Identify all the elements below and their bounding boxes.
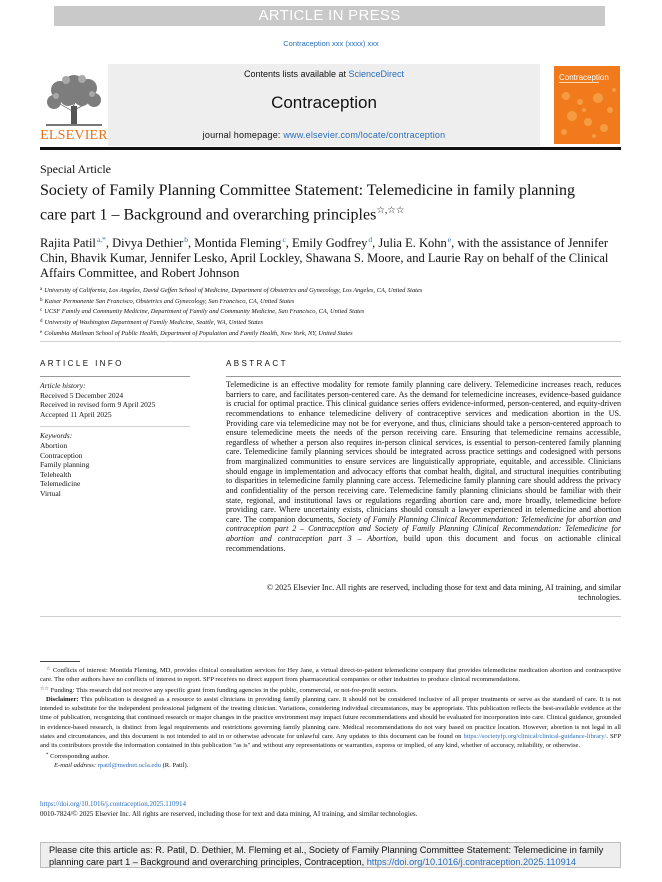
abstract-rule <box>226 376 621 377</box>
keyword-item[interactable]: Telemedicine <box>40 479 81 489</box>
abstract-text-end: , build upon this document and focus on actionable clinical recommendations. <box>226 534 621 553</box>
author-affiliation-mark[interactable]: e <box>447 235 452 244</box>
journal-homepage-link[interactable]: www.elsevier.com/locate/contraception <box>283 130 446 140</box>
sciencedirect-link[interactable]: ScienceDirect <box>348 69 405 79</box>
affiliation-label: a <box>40 287 43 292</box>
abstract-heading: ABSTRACT <box>226 359 288 368</box>
coi-mark: ☆ <box>46 667 51 672</box>
masthead-divider <box>40 147 621 150</box>
article-in-press-banner: ARTICLE IN PRESS <box>54 6 605 26</box>
journal-cover-thumbnail[interactable] <box>554 66 620 144</box>
author-separator: , <box>372 236 379 251</box>
article-type-label: Special Article <box>40 162 111 176</box>
affiliation-item <box>40 328 620 339</box>
affiliation-label: d <box>40 319 43 325</box>
affiliation-item <box>40 285 620 296</box>
accepted-date: Accepted 11 April 2025 <box>40 409 112 419</box>
contents-available-line <box>108 69 540 79</box>
author-separator: , <box>188 236 195 251</box>
email-footnote <box>40 761 621 770</box>
disclaimer-text: This publication is designed as a resource to assist clinicians in providing family planning care. It should not be considered inclusive of all proper treatments or serve as the standard of care. It is not intended to substitute for the independent professional judgment of the treating clinician. Variations, considering individual circumstances, may be appropriate. This publication reflects the best-available evidence at the time of publication, recognizing that continued research or major changes in the practice environment may impact future recommendations and should be evaluated for incorporation into care. Clinical guidance, grounded in evidence-based research, is distinct from legal requirements and restrictions governing family planning care. Medical recommendations do not vary based on practice location. However, abortion is not legal in all states and circumstances, and this document is not intended to aid in or otherwise advocate for unlawful care. Any updates to this document can be found on <box>40 695 621 741</box>
keywords-divider <box>40 426 190 427</box>
elsevier-wordmark: ELSEVIER <box>40 128 108 143</box>
received-date: Received 5 December 2024 <box>40 390 124 400</box>
affiliation-text: UCSF Family and Community Medicine, Department of Family and Community Medicine, San Francisco, CA, United States <box>44 308 365 316</box>
author-affiliation-mark[interactable]: d <box>368 235 373 244</box>
journal-volume-link[interactable]: Contraception xxx (xxxx) xxx <box>283 39 379 48</box>
article-doi-link[interactable]: https://doi.org/10.1016/j.contraception.2025.110914 <box>40 800 187 808</box>
article-title-text: Society of Family Planning Committee Statement: Telemedicine in family planning care part 1 – Background and overarching principles <box>40 182 575 224</box>
author-affiliation-mark[interactable]: c <box>282 235 286 244</box>
title-footnote-marks[interactable]: ☆,☆☆ <box>376 205 405 216</box>
keyword-item[interactable]: Family planning <box>40 460 90 470</box>
abstract-copyright: © 2025 Elsevier Inc. All rights are reserved, including those for text and data mining, AI training, and similar technologies. <box>266 583 621 602</box>
email-owner: (R. Patil). <box>160 761 189 769</box>
keyword-item[interactable]: Abortion <box>40 440 68 450</box>
journal-homepage-line <box>108 130 540 140</box>
article-info-panel <box>40 380 190 499</box>
keyword-item[interactable]: Telehealth <box>40 469 72 479</box>
issn-copyright-line: 0010-7824/© 2025 Elsevier Inc. All rights are reserved, including those for text and data mining, AI training, and similar technologies. <box>40 810 418 818</box>
journal-name: Contraception <box>271 93 377 112</box>
email-link[interactable]: rpatil@mednet.ucla.edu <box>97 761 161 769</box>
author-name[interactable]: Rajita Patil <box>40 236 96 251</box>
affiliation-item <box>40 306 620 317</box>
disclaimer-text-end: . SFP and its contributors provide the information contained in this publication "as is" and without any representations or warranties, express or implied, of any kind, whether of accuracy, reliability, or otherwise. <box>40 733 621 750</box>
coi-footnote <box>40 665 621 685</box>
author-separator: , <box>105 236 113 251</box>
funding-footnote <box>40 685 621 695</box>
footnote-rule <box>40 661 80 662</box>
article-info-heading: ARTICLE INFO <box>40 359 124 368</box>
affiliation-text: Kaiser Permanente San Francisco, Obstetrics and Gynecology, San Francisco, CA, United States <box>44 297 295 305</box>
citation-text: Please cite this article as: R. Patil, D. Dethier, M. Fleming et al., Society of Family Planning Committee Statement: Telemedicine in family planning care part 1 – Background and overarching principles, Contraception, <box>49 845 604 867</box>
abstract-bottom-divider <box>40 616 621 617</box>
masthead-panel <box>108 64 540 146</box>
cover-title: Contraception <box>559 73 609 82</box>
corresponding-mark: * <box>46 752 49 758</box>
disclaimer-footnote <box>40 695 621 751</box>
abstract-text: Telemedicine is an effective modality for remote family planning care delivery. Telemedicine increases reach, reduces barriers to care, and facilitates person-centered care. As the demand for telemedicine increases, evidence-based guidance is crucial for optimal practice. This clinical guidance series offers evidence-informed, person-centered, and equity-driven recommendations to enhance telemedicine delivery of contraceptive services and medication abortion in the US. Providing care via telemedicine may not be for everyone, and thus, clinicians should take a person-centered approach to ensure telemedicine meets the needs of the person receiving care. Ensuring that telemedicine remains accessible, regardless of whether a person also requires in-person clinical services, is essential to person-centered family planning care. Telemedicine family planning services should be integrated across practice settings and codesigned with persons from marginalized communities to ensure services are linguistically appropriate, equitable, and accessible. Clinicians should engage in implementation and advocacy efforts that combat health, digital, and structural inequities contributing to disparities in telemedicine family planning care access. Telemedicine family planning care should address the privacy and confidentiality of the person receiving care. Telemedicine family planning clinicians should be familiar with their state, regional, and institutional laws or regulations regarding abortion care and, more broadly, telemedicine before providing care. Where uncertainty exists, clinicians should consult a lawyer experienced in telemedicine and abortion care. The companion documents, <box>226 380 621 524</box>
affiliation-text: University of California, Los Angeles, David Geffen School of Medicine, Department of Obstetrics and Gynecology, Los Angeles, CA, United States <box>44 287 423 294</box>
homepage-prefix: journal homepage: <box>202 130 284 140</box>
author-list <box>40 232 615 281</box>
disclaimer-label: Disclaimer: <box>46 695 79 703</box>
guidance-library-link[interactable]: https://societyfp.org/clinical/clinical-guidance-library/ <box>463 733 607 741</box>
citation-doi-link[interactable]: https://doi.org/10.1016/j.contraception.2025.110914 <box>366 856 576 867</box>
affiliation-item <box>40 317 620 328</box>
authors-continuation: , with the assistance of Jennifer Chin, Bhavik Kumar, Jennifer Lesko, April Lockley, Shawana S. Moore, and Laurie Ray on behalf of the Clinical Affairs Committee, and Robert Johnson <box>40 236 609 281</box>
affiliation-text: Columbia Mailman School of Public Health, Department of Population and Family Health, New York, NY, United States <box>44 329 353 337</box>
citation-box <box>40 842 621 868</box>
funding-text: Funding: This research did not receive any specific grant from funding agencies in the public, commercial, or not-for-profit sectors. <box>50 686 398 694</box>
revised-date: Received in revised form 9 April 2025 <box>40 400 156 410</box>
keyword-item[interactable]: Virtual <box>40 488 61 498</box>
article-title <box>40 181 600 225</box>
affiliation-item <box>40 296 620 307</box>
email-label: E-mail address: <box>54 761 98 769</box>
author-name[interactable]: Julia E. Kohn <box>378 236 447 251</box>
author-name[interactable]: Emily Godfrey <box>292 236 368 251</box>
author-name[interactable]: Divya Dethier <box>112 236 184 251</box>
affiliation-text: University of Washington Department of Family Medicine, Seattle, WA, United States <box>44 319 264 327</box>
history-label: Article history: <box>40 381 86 390</box>
corresponding-footnote <box>40 751 621 761</box>
keyword-item[interactable]: Contraception <box>40 450 83 460</box>
corresponding-text: Corresponding author. <box>50 752 110 760</box>
author-affiliation-mark[interactable]: b <box>184 235 189 244</box>
affiliation-list <box>40 285 620 339</box>
affiliation-label: b <box>40 297 43 303</box>
abstract-companion-docs: Society of Family Planning Clinical Recommendation: Telemedicine for abortion and contraception part 2 – Contraception and Society of Family Planning Clinical Recommendation: Telemedicine for abortion and contraception part 3 – Abortion <box>226 514 621 543</box>
affiliation-label: c <box>40 308 43 314</box>
affiliation-label: e <box>40 329 43 335</box>
header-divider <box>40 341 621 342</box>
contents-prefix: Contents lists available at <box>243 69 349 79</box>
keywords-label: Keywords: <box>40 431 73 441</box>
author-affiliation-mark[interactable]: a,* <box>96 235 106 244</box>
journal-masthead <box>40 64 621 146</box>
author-name[interactable]: Montida Fleming <box>194 236 282 251</box>
coi-text: Conflicts of interest: Montida Fleming, MD, provides clinical consultation services for Hey Jane, a virtual direct-to-patient telemedicine company that provides telemedicine medication abortion and contraceptive care. The other authors have no conflicts of interest to report. SFP receives no direct support from pharmaceutical companies or other industries to produce clinical recommendations. <box>40 667 621 684</box>
author-separator: , <box>285 236 293 251</box>
footnotes <box>40 665 621 770</box>
abstract-body <box>226 380 621 553</box>
article-info-rule <box>40 376 190 377</box>
funding-mark: ☆☆ <box>40 686 49 692</box>
keywords-list <box>40 441 190 499</box>
